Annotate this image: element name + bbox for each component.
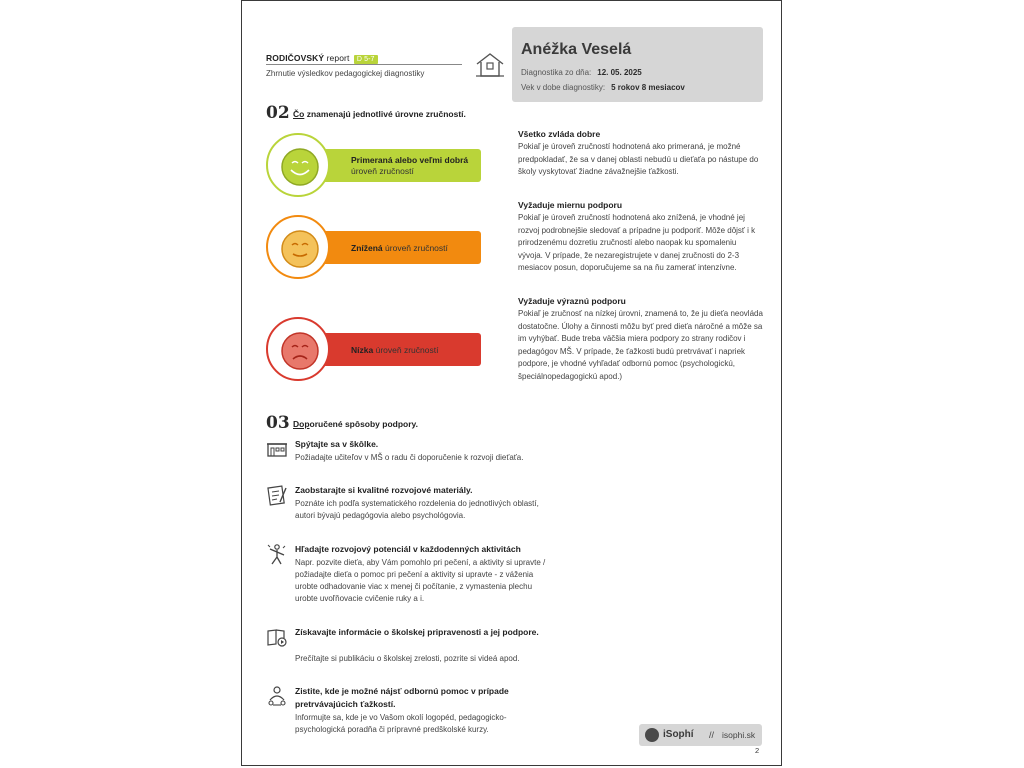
description-adequate xyxy=(518,129,763,179)
report-header xyxy=(266,53,466,78)
header-divider xyxy=(266,64,462,65)
level-adequate-ring xyxy=(266,133,330,197)
section-03-number: 03 xyxy=(266,413,290,433)
house-icon xyxy=(474,51,506,79)
brand-separator: // xyxy=(709,730,715,740)
level-reduced-label-rest: úroveň zručností xyxy=(385,243,448,253)
tip-materials xyxy=(266,484,556,538)
tip-materials-title: Zaobstarajte si kvalitné rozvojové materiály. xyxy=(295,485,473,495)
section-02-title-underlined: Čo xyxy=(293,109,305,119)
level-reduced-label xyxy=(351,243,448,254)
level-low-label-rest: úroveň zručností xyxy=(375,345,439,355)
tip-school-readiness xyxy=(266,626,556,676)
tip-expert-help-title: Zistite, kde je možné nájsť odbornú pomoc v prípade pretrvávajúcich ťažkostí. xyxy=(295,686,509,709)
tip-daily-activities xyxy=(266,543,556,621)
description-adequate-text: Pokiaľ je úroveň zručností hodnotená ako primeraná, je možné predpokladať, že sa v danej oblasti nebudú u dieťaťa po nástupe do školy vyskytovať žiadne závažnejšie ťažkosti. xyxy=(518,142,759,176)
diagnosis-date-value: 12. 05. 2025 xyxy=(597,68,642,77)
section-02-number: 02 xyxy=(266,103,290,123)
report-subtitle: Zhrnutie výsledkov pedagogickej diagnostiky xyxy=(266,69,425,78)
tip-daily-activities-text: Napr. pozvite dieťa, aby Vám pomohlo pri pečení, a aktivity si upravte / požiadajte dieťa o pomoc pri pečení a aktivity si upravte - z váženia urobte odhadovanie viac x menej či počítanie, z vymastenia plechu urobte uvoľňovacie cvičenie ruky a i. xyxy=(295,558,546,603)
level-reduced-ring xyxy=(266,215,330,279)
description-reduced xyxy=(518,200,763,275)
level-low-ring xyxy=(266,317,330,381)
level-low-label-bold: Nízka xyxy=(351,345,374,355)
section-03-title-rest: oručené spôsoby podpory. xyxy=(309,419,418,429)
tip-school-readiness-text: Prečítajte si publikáciu o školskej zrelosti, pozrite si videá apod. xyxy=(295,654,520,663)
tip-school-readiness-title: Získavajte informácie o školskej pripravenosti a jej podpore. xyxy=(295,627,539,637)
level-adequate-label-rest: úroveň zručností xyxy=(351,166,414,176)
section-03-title xyxy=(293,419,418,429)
age-row xyxy=(521,83,685,92)
report-title-bold: RODIČOVSKÝ xyxy=(266,53,325,63)
description-low-title: Vyžaduje výraznú podporu xyxy=(518,296,626,306)
report-page xyxy=(241,0,782,766)
isophi-logo-icon xyxy=(645,728,659,742)
description-adequate-title: Všetko zvláda dobre xyxy=(518,129,601,139)
neutral-face-icon xyxy=(280,229,320,269)
age-value: 5 rokov 8 mesiacov xyxy=(611,83,685,92)
expert-help-icon xyxy=(266,685,288,707)
info-icon xyxy=(266,626,288,648)
level-reduced-label-bold: Znížená xyxy=(351,243,383,253)
diagnosis-date-label: Diagnostika zo dňa: xyxy=(521,68,592,77)
level-low-label xyxy=(351,345,438,356)
level-reduced xyxy=(266,215,486,281)
level-adequate-label-bold: Primeraná alebo veľmi dobrá xyxy=(351,155,469,165)
footer-brand xyxy=(639,724,762,746)
diagnosis-date-row xyxy=(521,68,642,77)
level-adequate-label xyxy=(351,155,486,177)
page-number: 2 xyxy=(755,746,760,755)
tip-expert-help-text: Informujte sa, kde je vo Vašom okolí logopéd, pedagogicko-psychologická poradňa či prípravné predškolské kurzy. xyxy=(295,713,507,734)
child-name: Anéžka Veselá xyxy=(521,41,632,58)
age-label: Vek v dobe diagnostiky: xyxy=(521,83,606,92)
tip-daily-activities-title: Hľadajte rozvojový potenciál v každodenných aktivitách xyxy=(295,544,521,554)
brand-url[interactable]: isophi.sk xyxy=(722,730,756,740)
activity-icon xyxy=(266,543,288,565)
description-reduced-text: Pokiaľ je úroveň zručností hodnotená ako znížená, je vhodné jej rozvoj podrobnejšie sledovať a prípadne ju podporiť. Môže dôjsť i k prirodzenému dozretiu zručností alebo naopak ku spomaleniu vývoja. V prípade, že nezaregistrujete v danej zručnosti do 2-3 mesiacov posun, doporučujeme sa na ňu zamerať intenzívne. xyxy=(518,213,756,272)
child-info-card xyxy=(512,27,763,102)
level-adequate xyxy=(266,133,486,199)
level-low xyxy=(266,317,486,383)
description-low-text: Pokiaľ je zručnosť na nízkej úrovni, znamená to, že ju dieťa neovláda dostatočne. Úlohy a činnosti môžu byť pred dieťa náročné a môže sa im vyhýbať. Bude treba väčšia miera podpory zo strany rodičov i pedagógov MŠ. V prípade, že ťažkosti budú pretrvávať i napriek podpore, je vhodné vyhľadať odbornú pomoc (psychologickú, špeciálnopedagogickú apod.) xyxy=(518,309,763,381)
frown-icon xyxy=(280,331,320,371)
brand-name: iSophí xyxy=(663,729,694,740)
age-badge: D 5-7 xyxy=(354,55,378,64)
smile-icon xyxy=(280,147,320,187)
report-title xyxy=(266,53,466,64)
materials-icon xyxy=(266,484,288,506)
description-reduced-title: Vyžaduje miernu podporu xyxy=(518,200,623,210)
section-03-title-underlined: Dop xyxy=(293,419,310,429)
kindergarten-icon xyxy=(266,438,288,460)
description-low xyxy=(518,296,763,383)
tip-expert-help xyxy=(266,685,556,737)
report-title-rest: report xyxy=(326,53,350,63)
tip-kindergarten-text: Požiadajte učiteľov v MŠ o radu či doporučenie k rozvoji dieťaťa. xyxy=(295,453,524,462)
section-02-title-rest: znamenajú jednotlivé úrovne zručností. xyxy=(306,109,466,119)
tip-materials-text: Poznáte ich podľa systematického rozdelenia do jednotlivých oblastí, autori bývajú pedagógovia alebo psychológovia. xyxy=(295,499,539,520)
tip-kindergarten-title: Spýtajte sa v škôlke. xyxy=(295,439,379,449)
tip-kindergarten xyxy=(266,438,556,478)
section-02-title xyxy=(293,109,466,119)
